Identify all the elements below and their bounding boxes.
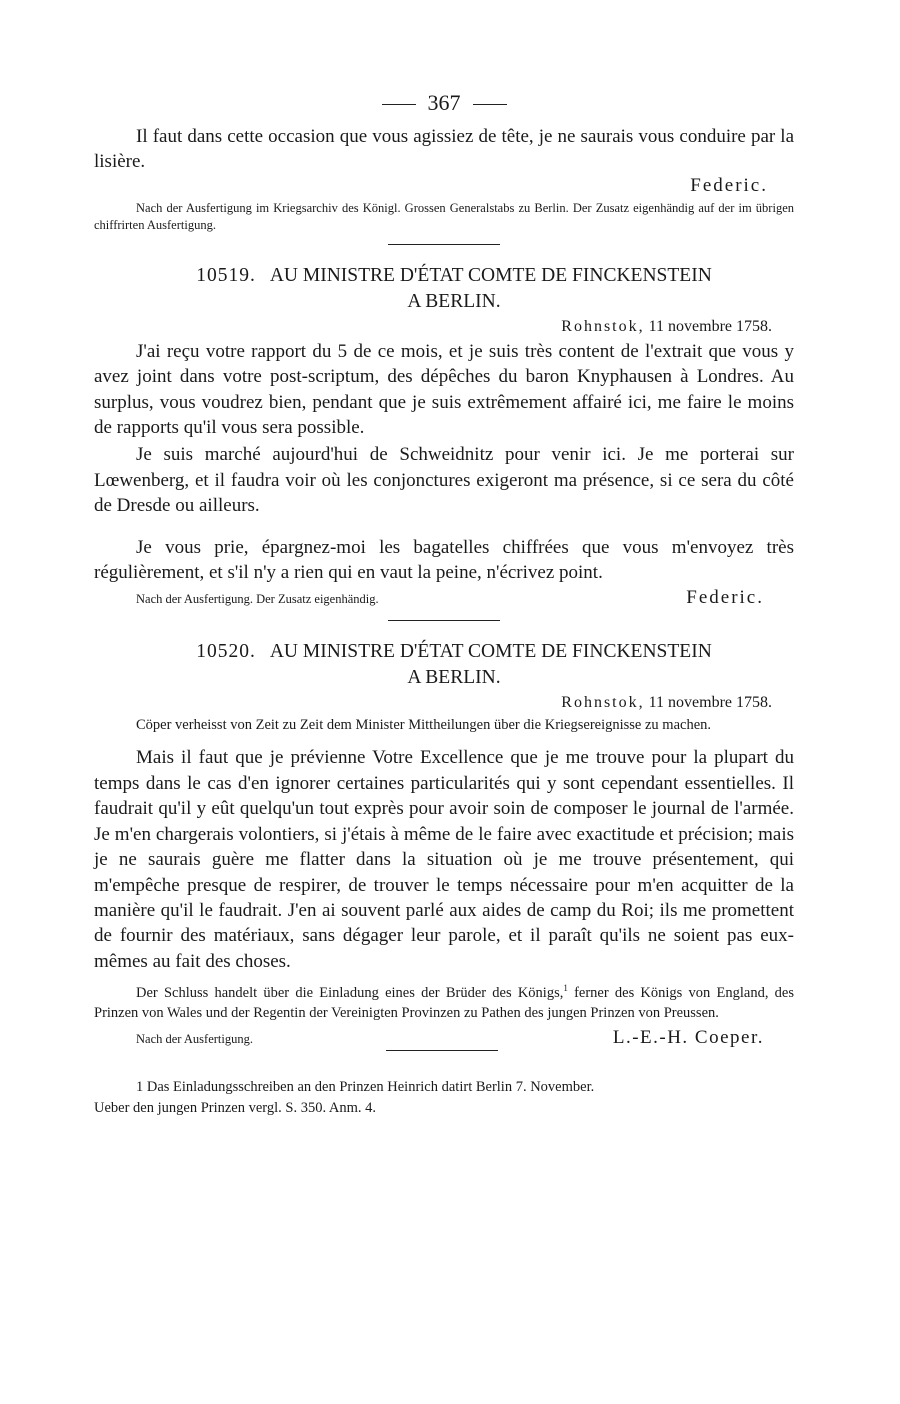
letter-10519-dateline [94,315,794,339]
letter-10520-source-note: Nach der Ausfertigung. [136,1031,253,1046]
letter-10520-heading-line2: A BERLIN. [407,667,501,689]
letter-10519-place: Rohnstok, [561,317,645,335]
letter-10519-number: 10519. [196,264,256,286]
letter-10520-number: 10520. [196,641,256,663]
dash-left [382,104,416,105]
letter-10520-signature: L.-E.-H. Coeper. [612,1026,764,1048]
letter-10519-heading-line1: AU MINISTRE D'ÉTAT COMTE DE FINCKENSTEIN [269,264,712,286]
document-page [94,86,794,1119]
dash-right [473,104,507,105]
letter-10519-signature: Federic. [686,587,764,609]
footnote-ref: 1 [563,983,568,994]
intro-source-note: Nach der Ausfertigung im Kriegsarchiv des Königl. Grossen Generalstabs zu Berlin. Der Zusatz eigenhändig auf der im übrigen chiffrirten Ausfertigung. [94,200,794,232]
letter-10520-date: 11 novembre 1758. [648,694,772,712]
letter-10519-closing [94,585,794,610]
letter-10520-dateline [94,691,794,715]
footnote-line2: Ueber den jungen Prinzen vergl. S. 350. Anm. 4. [94,1099,377,1116]
letter-10519-source-note: Nach der Ausfertigung. Der Zusatz eigenhändig. [136,592,379,607]
letter-10519-date: 11 novembre 1758. [648,317,772,335]
intro-signature: Federic. [690,174,768,196]
section-divider [388,620,500,621]
footnote-divider [386,1050,498,1051]
page-number: 367 [94,86,794,120]
letter-10520-heading [94,639,794,691]
letter-10520-heading-line1: AU MINISTRE D'ÉTAT COMTE DE FINCKENSTEIN [269,641,712,663]
letter-10519-heading [94,263,794,315]
section-divider [388,244,500,245]
letter-10519-para2: Je suis marché aujourd'hui de Schweidnitz pour venir ici. Je me porterai sur Lœwenberg, et il faudra voir où les conjonctures exigeront ma présence, si ce sera du côté de Dresde ou ailleurs. [94,444,794,517]
letter-10520-place: Rohnstok, [561,694,645,712]
letter-10520-summary: Cöper verheisst von Zeit zu Zeit dem Minister Mittheilungen über die Kriegsereignisse zu machen. [136,717,712,734]
footnote-marker: 1 [136,1078,144,1095]
letter-10520-closing [94,1025,794,1050]
letter-10519-heading-line2: A BERLIN. [407,290,501,312]
letter-10519-para1: J'ai reçu votre rapport du 5 de ce mois, et je suis très content de l'extrait que vous y avez joint dans votre post-scriptum, des dépêches du baron Knyphausen à Londres. Au surplus, vous voudrez bien, pendant que je suis extrêmement affairé ici, me faire le moins de rapports qu'il vous sera possible. [94,340,794,439]
letter-10520-closing-summary: Der Schluss handelt über die Einladung eines der Brüder des Königs,$^1$ ferner des Königs von England, des Prinzen von Wales und der Regentin der Vereinigten Provinzen zu Pathen des jungen Prinzen von Preussen. [94,983,794,1021]
letter-10520-para1: Mais il faut que je prévienne Votre Excellence que je me trouve pour la plupart du temps dans le cas d'en ignorer certaines particularités qui y sont cependant essentielles. Il faudrait qu'il y eût quelqu'un tout exprès pour avoir soin de composer le journal de l'armée. Je m'en chargerais volontiers, si j'étais à même de le faire avec exactitude et précision; mais je ne saurais guère me flatter dans la situation où je me trouve présentement, qui m'empêche presque de respirer, de trouver le temps nécessaire pour m'en acquitter de la manière qu'il le faudrait. J'en ai souvent parlé aux aides de camp du Roi; ils me promettent de fournir des matériaux, sans dégager leur parole, et il paraît qu'ils ne soient pas eux-mêmes au fait des choses. [94,747,794,972]
intro-text: Il faut dans cette occasion que vous agissiez de tête, je ne saurais vous conduire par la lisière. [94,126,794,173]
footnote-line1: 1 Das Einladungsschreiben an den Prinzen Heinrich datirt Berlin 7. November. [136,1078,595,1095]
letter-10519-para3: Je vous prie, épargnez-moi les bagatelles chiffrées que vous m'envoyez très régulièrement, et s'il n'y a rien qui en vaut la peine, n'écrivez point. [94,536,794,584]
